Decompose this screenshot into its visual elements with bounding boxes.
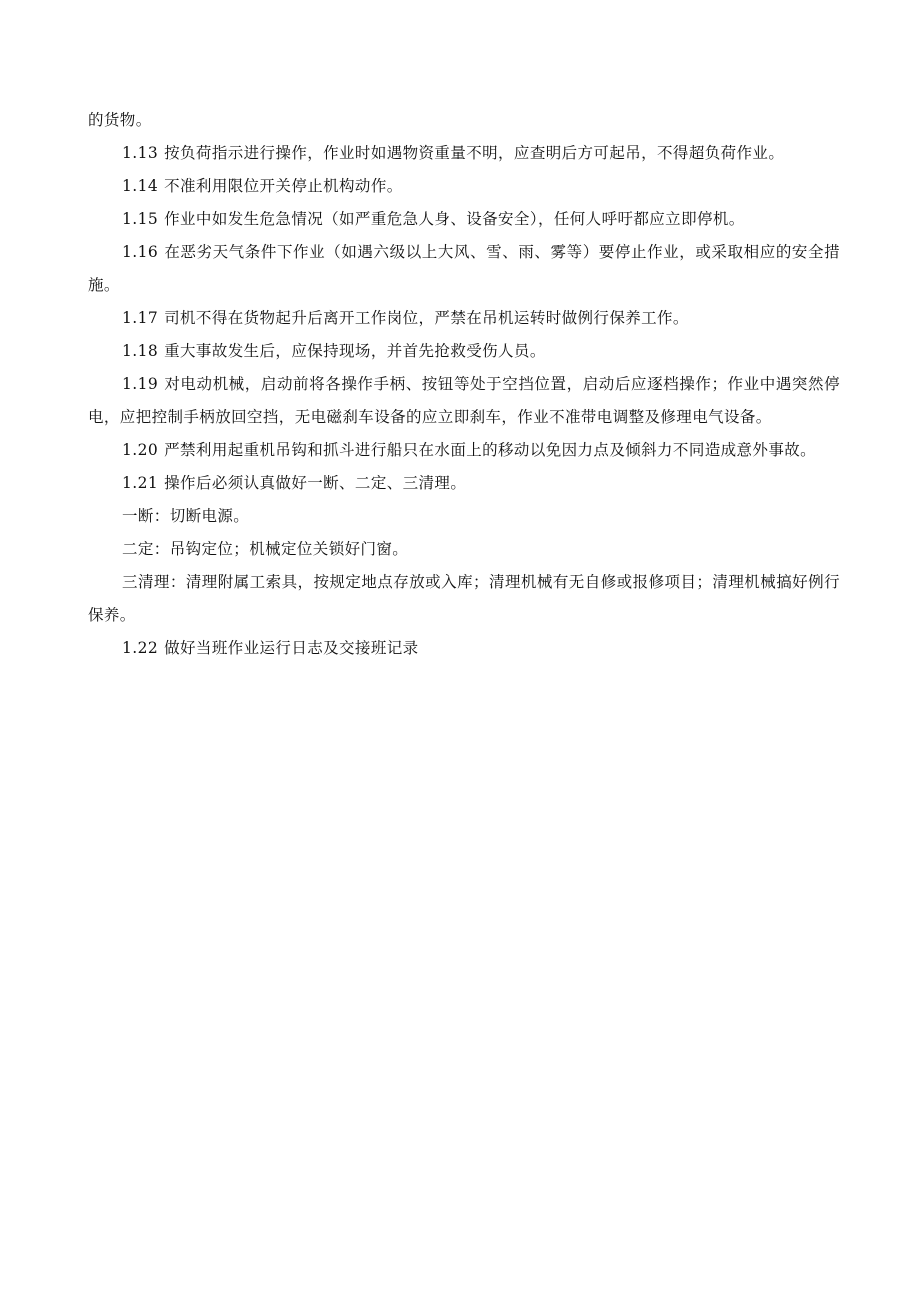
- paragraph-number: 1.21: [122, 474, 159, 492]
- paragraph-number: 1.14: [122, 177, 159, 195]
- paragraph-1-18: [88, 335, 840, 368]
- paragraph-1-17: [88, 302, 840, 335]
- paragraph-number: 1.19: [122, 375, 159, 393]
- paragraph-text: 对电动机械，启动前将各操作手柄、按钮等处于空挡位置，启动后应逐档操作；作业中遇突然停电，应把控制手柄放回空挡，无电磁刹车设备的应立即刹车，作业不准带电调整及修理电气设备。: [88, 375, 840, 426]
- paragraph-text: 不准利用限位开关停止机构动作。: [164, 177, 403, 195]
- paragraph-1-16: [88, 236, 840, 302]
- paragraph-text: 做好当班作业运行日志及交接班记录: [164, 639, 419, 657]
- paragraph-1-19: [88, 368, 840, 434]
- paragraph-number: 1.18: [122, 342, 159, 360]
- paragraph-two-fix: [88, 533, 840, 566]
- paragraph-text: 二定：吊钩定位；机械定位关锁好门窗。: [122, 540, 409, 558]
- paragraph-1-22: [88, 632, 840, 665]
- paragraph-number: 1.13: [122, 144, 159, 162]
- paragraph-1-13: [88, 137, 840, 170]
- paragraph-1-15: [88, 203, 840, 236]
- paragraph-text: 在恶劣天气条件下作业（如遇六级以上大风、雪、雨、雾等）要停止作业，或采取相应的安全措施。: [88, 243, 840, 294]
- paragraph-1-14: [88, 170, 840, 203]
- paragraph-1-21: [88, 467, 840, 500]
- paragraph-text: 重大事故发生后，应保持现场，并首先抢救受伤人员。: [164, 342, 546, 360]
- document-body: [88, 104, 840, 665]
- paragraph-number: 1.20: [122, 441, 159, 459]
- paragraph-three-clean: [88, 566, 840, 632]
- paragraph-continuation: [88, 104, 840, 137]
- paragraph-text: 严禁利用起重机吊钩和抓斗进行船只在水面上的移动以免因力点及倾斜力不同造成意外事故。: [164, 441, 817, 459]
- paragraph-text: 司机不得在货物起升后离开工作岗位，严禁在吊机运转时做例行保养工作。: [164, 309, 689, 327]
- paragraph-text: 作业中如发生危急情况（如严重危急人身、设备安全），任何人呼吁都应立即停机。: [164, 210, 745, 228]
- paragraph-1-20: [88, 434, 840, 467]
- paragraph-number: 1.17: [122, 309, 159, 327]
- paragraph-number: 1.22: [122, 639, 159, 657]
- paragraph-text: 一断：切断电源。: [122, 507, 250, 525]
- paragraph-text: 的货物。: [88, 111, 152, 129]
- paragraph-number: 1.16: [122, 243, 159, 261]
- paragraph-text: 操作后必须认真做好一断、二定、三清理。: [164, 474, 467, 492]
- paragraph-text: 按负荷指示进行操作，作业时如遇物资重量不明，应查明后方可起吊，不得超负荷作业。: [164, 144, 785, 162]
- paragraph-one-cut: [88, 500, 840, 533]
- paragraph-number: 1.15: [122, 210, 159, 228]
- paragraph-text: 三清理：清理附属工索具，按规定地点存放或入库；清理机械有无自修或报修项目；清理机械搞好例行保养。: [88, 573, 840, 624]
